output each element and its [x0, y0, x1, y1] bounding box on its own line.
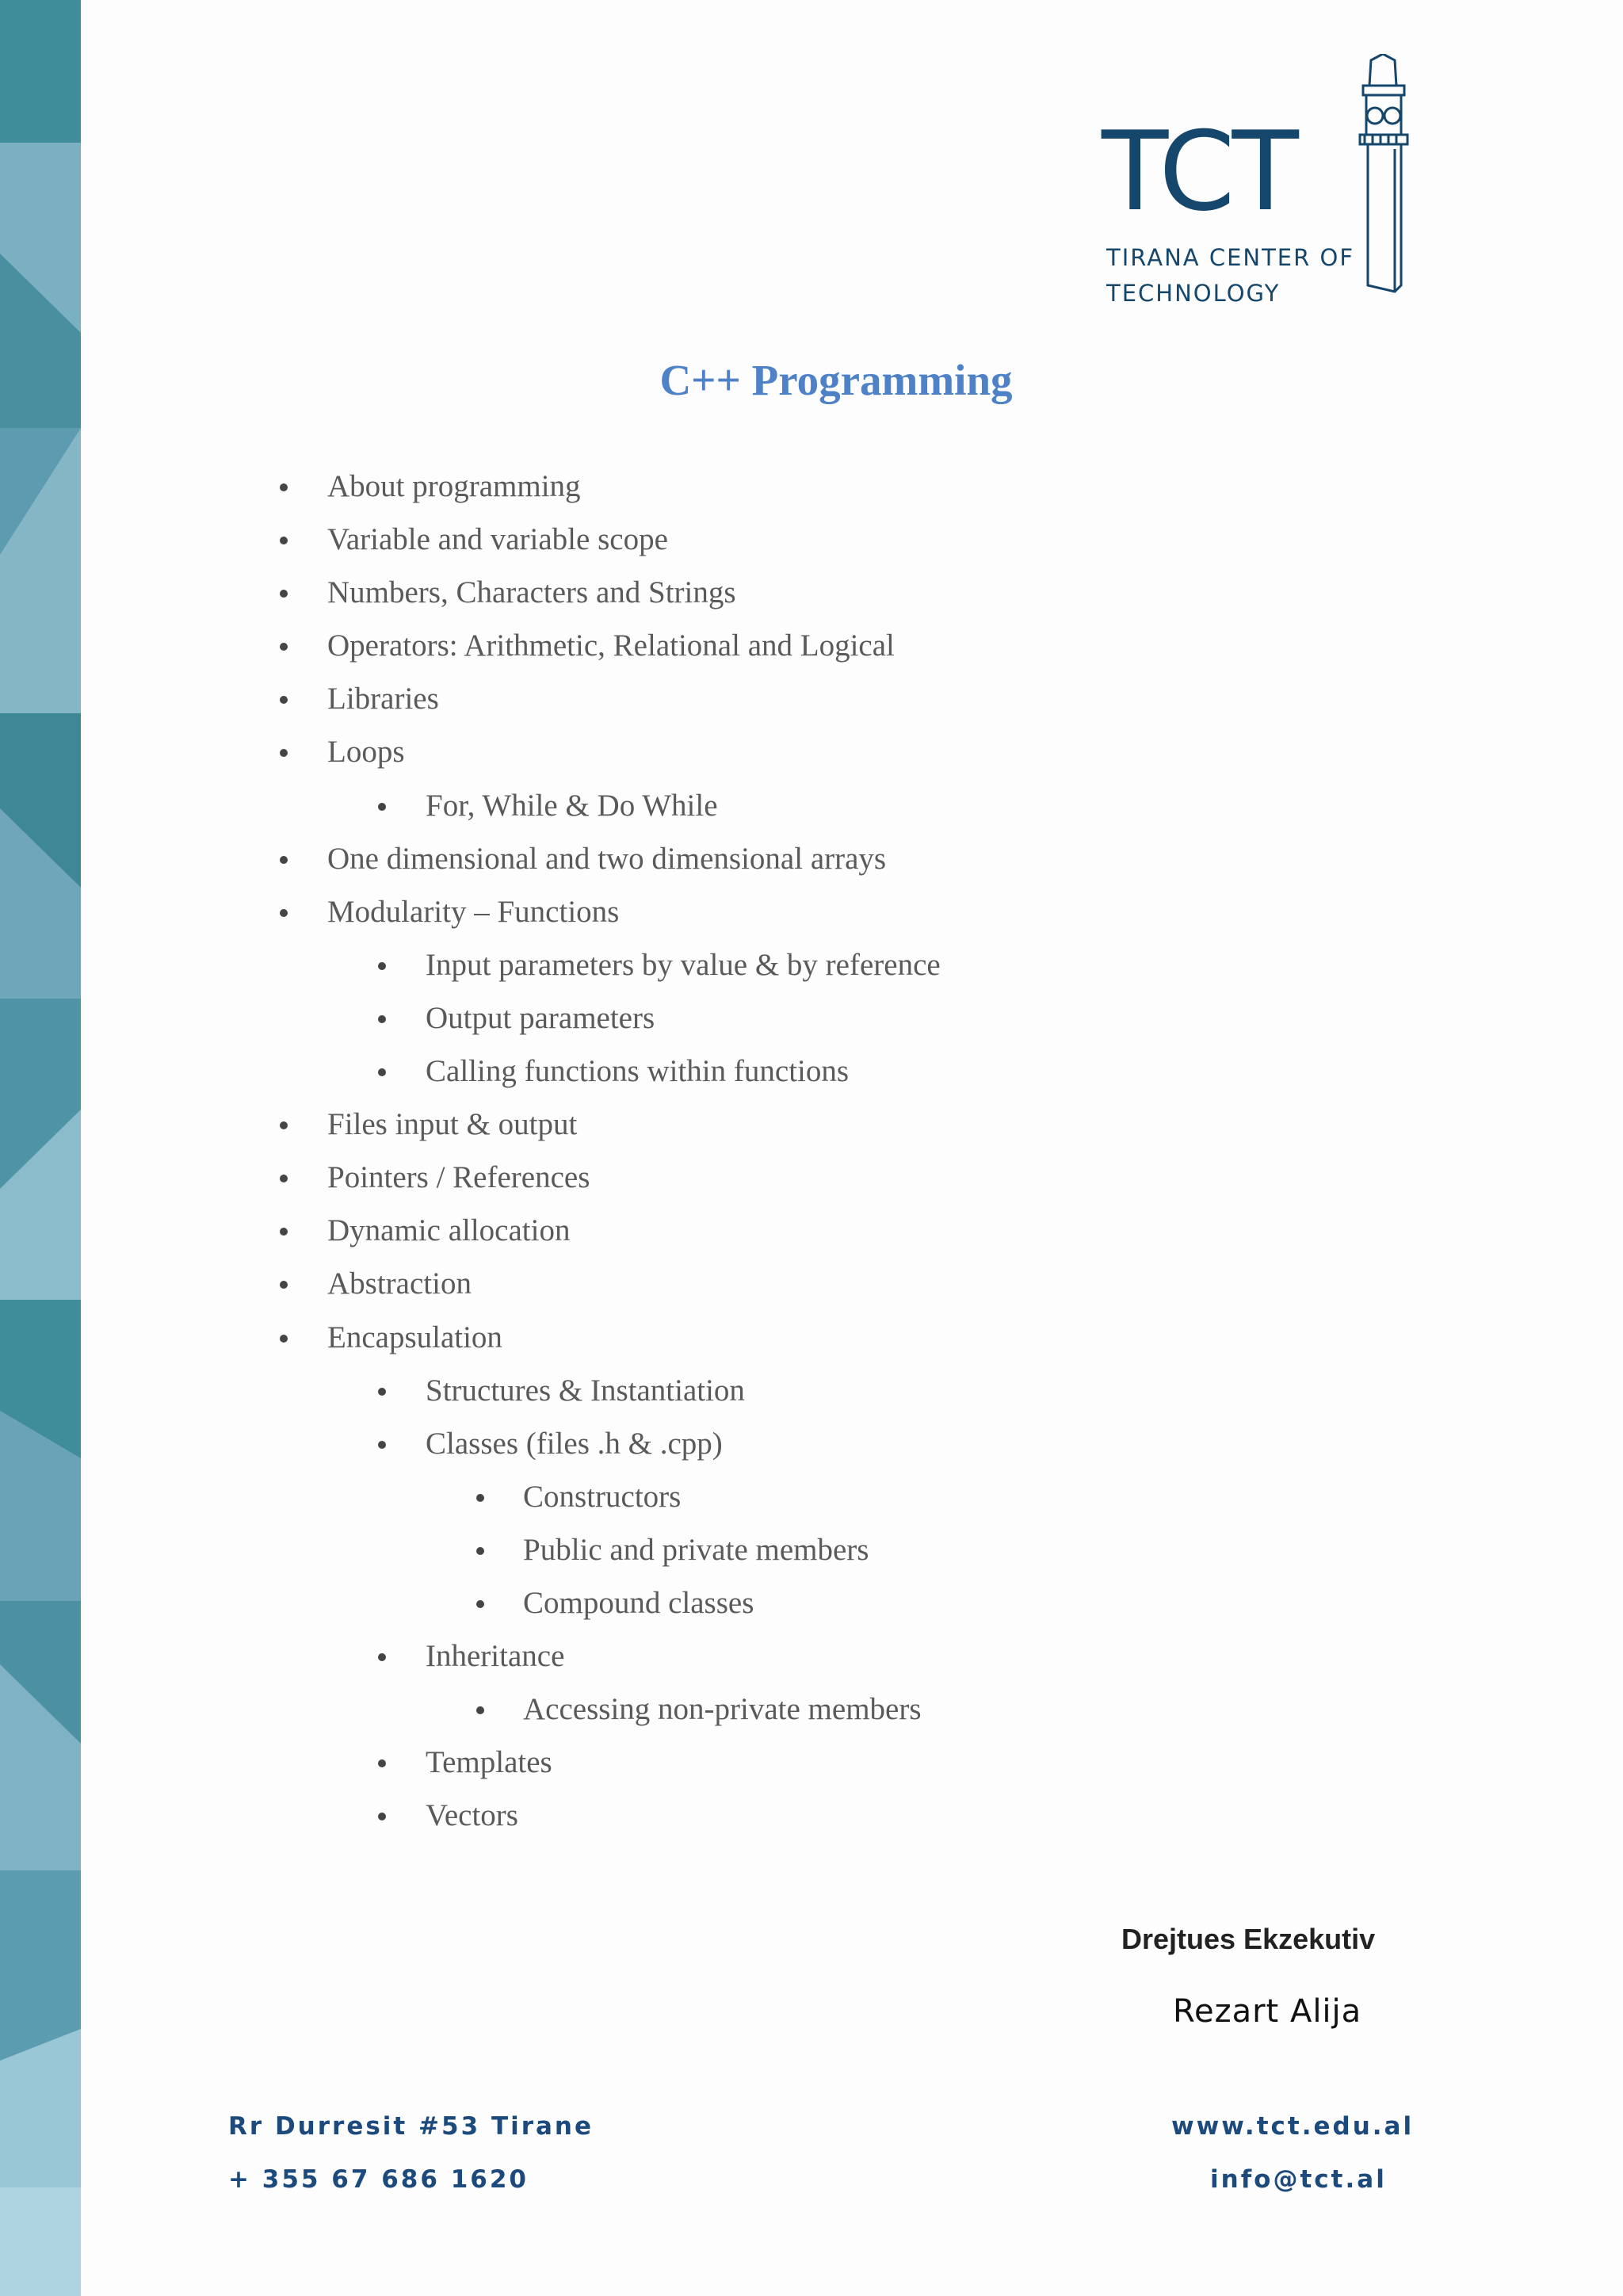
- outline-item-text: Templates: [426, 1745, 552, 1780]
- outline-item-text: About programming: [327, 469, 581, 503]
- outline-item: [269, 832, 941, 885]
- outline-item: [269, 1736, 941, 1789]
- bullet-icon: [378, 1813, 386, 1820]
- bullet-icon: [476, 1547, 484, 1555]
- bullet-icon: [378, 1015, 386, 1023]
- bullet-icon: [378, 803, 386, 811]
- bullet-icon: [280, 643, 288, 651]
- outline-item-text: Classes (files .h & .cpp): [426, 1426, 723, 1461]
- geometric-pattern: [0, 0, 81, 2296]
- outline-item: [269, 1576, 941, 1629]
- outline-item: [269, 1098, 941, 1151]
- outline-item: [269, 1629, 941, 1683]
- bullet-icon: [280, 1228, 288, 1236]
- outline-item-text: Encapsulation: [327, 1320, 502, 1354]
- footer-phone: + 355 67 686 1620: [228, 2165, 529, 2194]
- bullet-icon: [280, 696, 288, 704]
- outline-item-text: Public and private members: [523, 1532, 869, 1567]
- outline-item-text: Files input & output: [327, 1107, 578, 1142]
- outline-item: [269, 1417, 941, 1470]
- footer-email-link[interactable]: info@tct.al: [1210, 2165, 1387, 2194]
- page-title: C++ Programming: [659, 356, 1013, 404]
- outline-item: [269, 779, 941, 832]
- outline-item: [269, 1683, 941, 1736]
- bullet-icon: [378, 962, 386, 970]
- outline-item: [269, 672, 941, 725]
- bullet-icon: [280, 1335, 288, 1343]
- outline-item-text: Numbers, Characters and Strings: [327, 575, 736, 610]
- outline-item: [269, 1257, 941, 1310]
- footer-address: Rr Durresit #53 Tirane: [228, 2112, 594, 2141]
- outline-item: [269, 1311, 941, 1364]
- outline-item-text: Loops: [327, 735, 405, 770]
- outline-item-text: One dimensional and two dimensional arrays: [327, 841, 887, 876]
- tct-logo: [1102, 54, 1434, 315]
- bullet-icon: [280, 749, 288, 757]
- bullet-icon: [280, 856, 288, 864]
- bullet-icon: [280, 1175, 288, 1182]
- outline-item-text: Modularity – Functions: [327, 894, 620, 929]
- outline-item: [269, 1364, 941, 1417]
- signature-role: Drejtues Ekzekutiv: [1121, 1923, 1376, 1955]
- outline-item: [269, 460, 941, 513]
- outline-item-text: Libraries: [327, 682, 439, 716]
- logo-wordmark: TCT: [1102, 108, 1296, 235]
- bullet-icon: [280, 1281, 288, 1289]
- bullet-icon: [378, 1068, 386, 1076]
- outline-item: [269, 566, 941, 619]
- bullet-icon: [476, 1600, 484, 1608]
- outline-item-text: Constructors: [523, 1479, 682, 1514]
- outline-item: [269, 1789, 941, 1842]
- logo-subtitle-line1: TIRANA CENTER OF: [1106, 244, 1355, 271]
- outline-item: [269, 1470, 941, 1523]
- bullet-icon: [280, 483, 288, 491]
- footer-website-link[interactable]: www.tct.edu.al: [1171, 2112, 1415, 2141]
- bullet-icon: [378, 1653, 386, 1661]
- outline-item: [269, 938, 941, 991]
- outline-item: [269, 1204, 941, 1257]
- outline-item-text: Accessing non-private members: [523, 1692, 922, 1727]
- bullet-icon: [280, 909, 288, 917]
- outline-item-text: Vectors: [426, 1798, 518, 1833]
- bullet-icon: [378, 1759, 386, 1767]
- outline-item-text: Abstraction: [327, 1266, 472, 1301]
- outline-item-text: Compound classes: [523, 1585, 754, 1620]
- outline-item-text: Structures & Instantiation: [426, 1373, 745, 1408]
- outline-item: [269, 725, 941, 778]
- outline-item-text: Calling functions within functions: [426, 1054, 850, 1089]
- outline-item-text: Variable and variable scope: [327, 522, 668, 557]
- outline-item-text: Operators: Arithmetic, Relational and Logical: [327, 628, 895, 663]
- signature-name: Rezart Alija: [1173, 1993, 1362, 2030]
- outline-item: [269, 1151, 941, 1204]
- outline-item-text: Inheritance: [426, 1639, 565, 1674]
- bullet-icon: [476, 1706, 484, 1714]
- logo-subtitle-line2: TECHNOLOGY: [1106, 280, 1281, 307]
- outline-item-text: Input parameters by value & by reference: [426, 947, 941, 982]
- course-outline: [269, 460, 941, 1842]
- decorative-side-strip: [0, 0, 81, 2296]
- outline-item: [269, 1523, 941, 1576]
- outline-item: [269, 991, 941, 1045]
- bullet-icon: [280, 537, 288, 544]
- bullet-icon: [476, 1494, 484, 1502]
- outline-item-text: For, While & Do While: [426, 788, 718, 823]
- outline-item-text: Pointers / References: [327, 1160, 590, 1195]
- bullet-icon: [378, 1388, 386, 1396]
- outline-item: [269, 1045, 941, 1098]
- outline-item: [269, 619, 941, 672]
- bullet-icon: [280, 590, 288, 598]
- bullet-icon: [280, 1121, 288, 1129]
- bullet-icon: [378, 1441, 386, 1449]
- clock-tower-icon: [1339, 54, 1426, 300]
- outline-item: [269, 885, 941, 938]
- outline-item: [269, 513, 941, 566]
- outline-item-text: Dynamic allocation: [327, 1213, 571, 1248]
- outline-item-text: Output parameters: [426, 1000, 655, 1035]
